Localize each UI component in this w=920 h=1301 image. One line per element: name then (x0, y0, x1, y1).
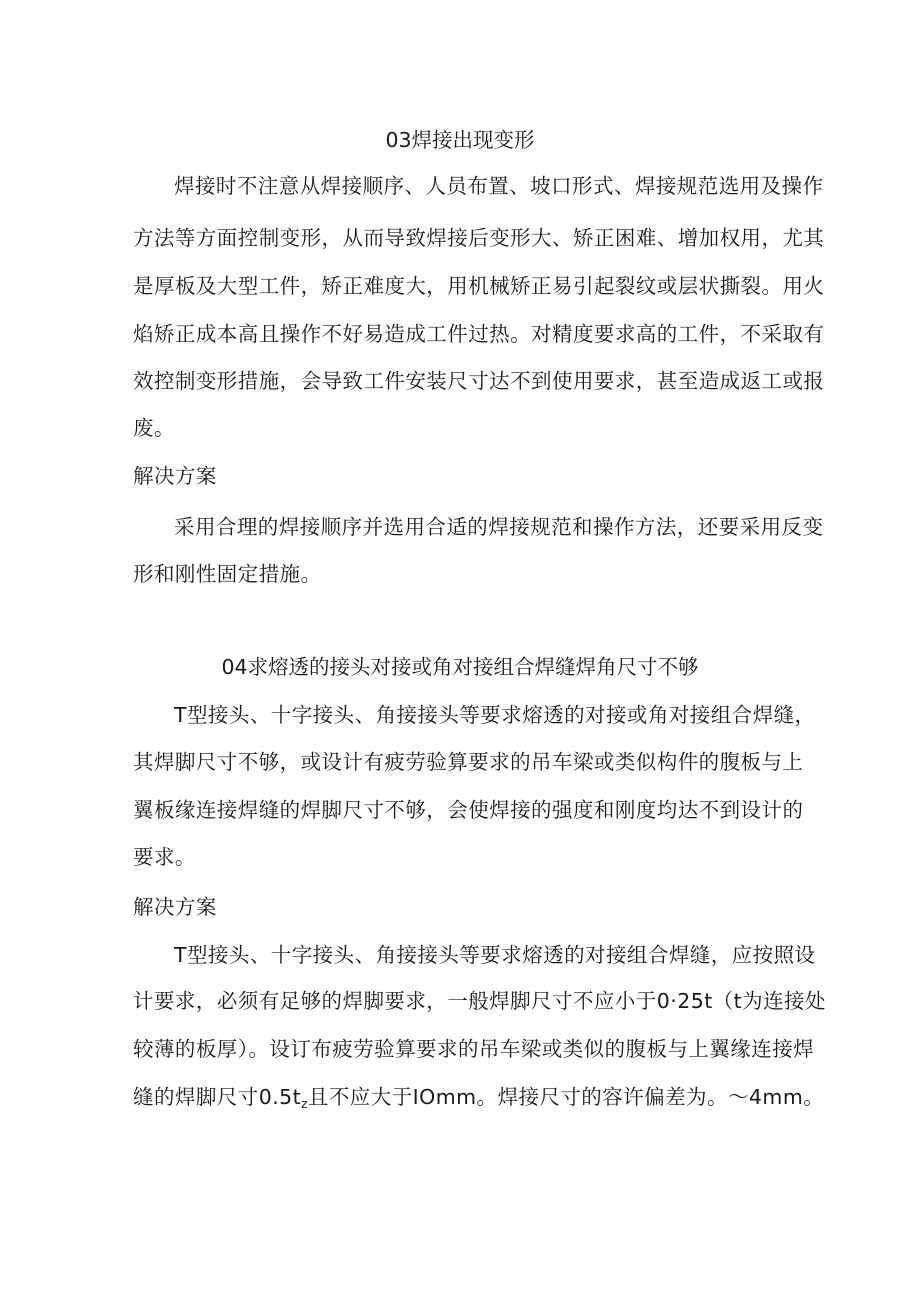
paragraph-line: 焰矫正成本高且操作不好易造成工件过热。对精度要求高的工件，不采取有 (133, 322, 825, 346)
paragraph-line: 是厚板及大型工件，矫正难度大，用机械矫正易引起裂纹或层状撕裂。用火 (133, 274, 825, 298)
paragraph-line: 计要求，必须有足够的焊脚要求，一般焊脚尺寸不应小于0·25t（t为连接处 (133, 989, 826, 1013)
solution-heading: 解决方案 (133, 895, 217, 919)
paragraph-line: 形和刚性固定措施。 (133, 562, 322, 586)
paragraph-line: 其焊脚尺寸不够，或设计有疲劳验算要求的吊车梁或类似构件的腹板与上 (133, 750, 804, 774)
text-after-subscript: 且不应大于IOmm。焊接尺寸的容许偏差为。～4mm。 (307, 1085, 825, 1109)
paragraph-line: 翼板缘连接焊缝的焊脚尺寸不够，会使焊接的强度和刚度均达不到设计的 (133, 798, 804, 822)
paragraph-line: 采用合理的焊接顺序并选用合适的焊接规范和操作方法，还要采用反变 (174, 515, 824, 539)
paragraph-line: 方法等方面控制变形，从而导致焊接后变形大、矫正困难、增加权用，尤其 (133, 226, 825, 250)
section-title-03: 03焊接出现变形 (385, 128, 535, 152)
paragraph-line: T型接头、十字接头、角接接头等要求熔透的对接或角对接组合焊缝， (174, 703, 816, 727)
solution-heading: 解决方案 (133, 464, 217, 488)
paragraph-line: T型接头、十字接头、角接接头等要求熔透的对接组合焊缝，应按照设 (174, 943, 816, 967)
subscript: z (301, 1097, 308, 1111)
paragraph-line: 较薄的板厚）。设订布疲劳验算要求的吊车梁或类似的腹板与上翼缘连接焊 (133, 1037, 815, 1061)
paragraph-line: 效控制变形措施，会导致工件安装尺寸达不到使用要求，甚至造成返工或报 (133, 369, 825, 393)
text-before-subscript: 缝的焊脚尺寸0.5t (133, 1085, 302, 1109)
section-title-04: 04求熔透的接头对接或角对接组合焊缝焊角尺寸不够 (221, 655, 699, 679)
paragraph-line: 要求。 (133, 845, 196, 869)
paragraph-line: 废。 (133, 416, 175, 440)
paragraph-line-last (133, 1083, 825, 1118)
paragraph-line: 焊接时不注意从焊接顺序、人员布置、坡口形式、焊接规范选用及操作 (174, 174, 824, 198)
